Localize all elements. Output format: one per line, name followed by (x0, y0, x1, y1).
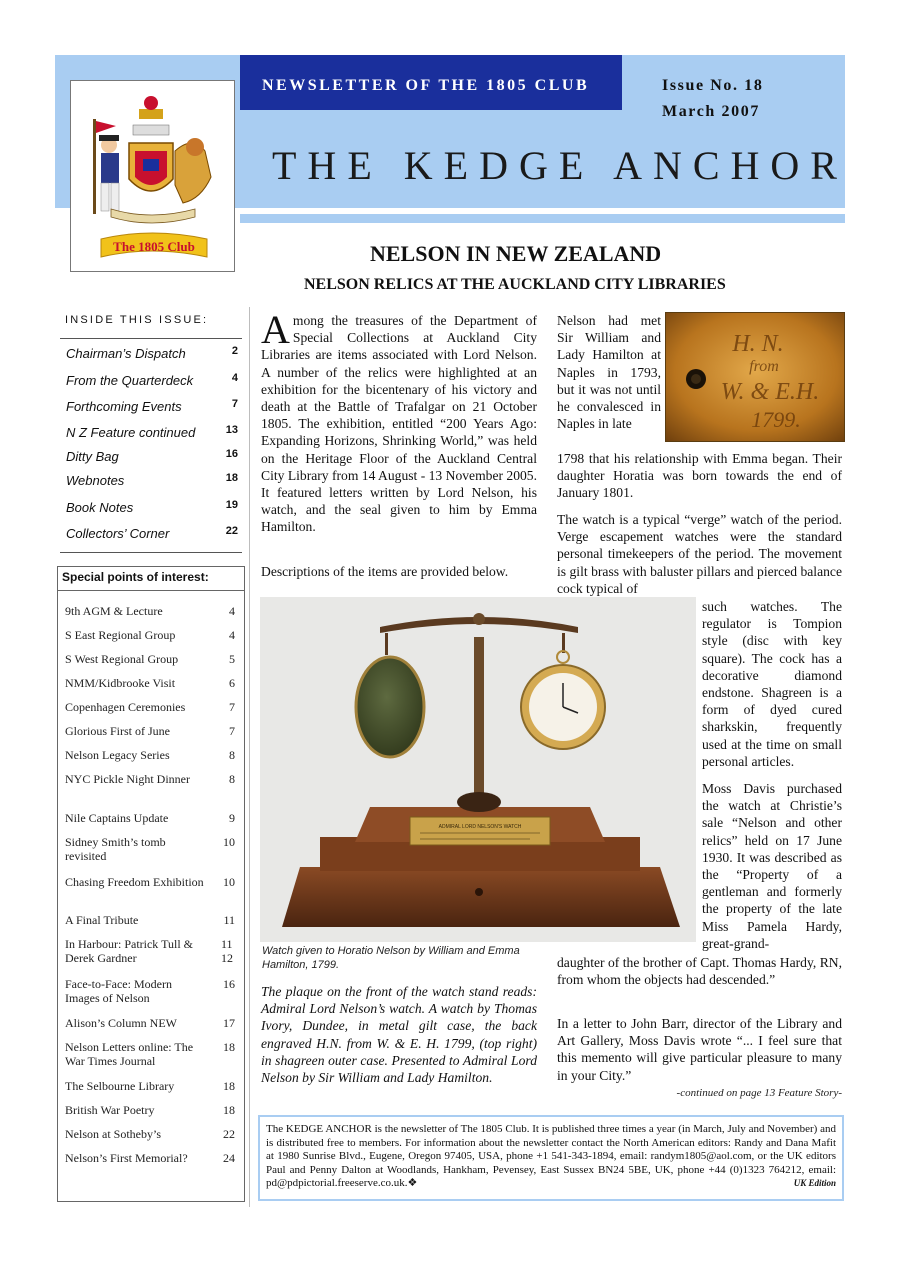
crest-icon (71, 81, 234, 271)
special-item[interactable]: Sidney Smith’s tomb revisited 10 (65, 835, 235, 863)
special-item[interactable]: NYC Pickle Night Dinner 8 (65, 772, 235, 786)
article-subheadline: NELSON RELICS AT THE AUCKLAND CITY LIBRARIES (304, 276, 726, 293)
special-item[interactable]: S West Regional Group 5 (65, 652, 235, 666)
masthead-title: THE KEDGE ANCHOR (272, 143, 848, 188)
watch-stand-photo (260, 597, 696, 942)
svg-text:from: from (749, 358, 779, 375)
edition-label: UK Edition (793, 1178, 836, 1189)
toc-title: INSIDE THIS ISSUE: (65, 314, 209, 326)
article-paragraph: Moss Davis purchased the watch at Christie’s sale “Nelson and other relics” held on 17 June 1930. It was described as the “Property of a gentleman and formerly the property of the late Miss Pamela Hardy, great-grand- (702, 781, 842, 951)
article-paragraph: The plaque on the front of the watch stand reads: Admiral Lord Nelson’s watch. A watch by Thomas Ivory, Dundee, in metal gilt case, the back engraved H.N. from W. & E. H. 1799, (top right) in shagreen outer case. Presented to Admiral Lord Nelson by Sir William and Lady Hamilton. (261, 984, 537, 1086)
toc-item[interactable]: Webnotes 18 (66, 472, 238, 488)
article-headline: NELSON IN NEW ZEALAND (370, 241, 662, 266)
toc-item[interactable]: N Z Feature continued 13 (66, 424, 238, 440)
footer-text: The KEDGE ANCHOR is the newsletter of The 1805 Club. It is published three times a year (in March, July and November) and is distributed free to members. For information about the newsletter contact the North American editors: Randy and Dana Mafit at 1980 Sunrise Blvd., Eugene, Oregon 97405, USA, phone +1 541-343-1894, email: randym1805@aol.com, or the UK editors Paul and Penny Dalton at Woodlands, Hankham, Pevensey, East Sussex BN24 5BE, UK, phone +44 (0)1323 764212, email: pd@pdpictorial.freeserve.co.uk.❖ (266, 1123, 836, 1190)
newsletter-info-box (258, 1115, 844, 1201)
column-divider (249, 307, 250, 1207)
special-item[interactable]: Nelson Legacy Series 8 (65, 748, 235, 762)
special-item[interactable]: The Selbourne Library 18 (65, 1079, 235, 1093)
photo-caption: Watch given to Horatio Nelson by William and Emma Hamilton, 1799. (262, 945, 520, 971)
issue-info (662, 73, 763, 125)
continued-note: -continued on page 13 Feature Story- (676, 1087, 842, 1099)
issue-number: Issue No. 18 (662, 77, 764, 94)
issue-date: March 2007 (662, 103, 760, 120)
special-item[interactable]: Glorious First of June 7 (65, 724, 235, 738)
article-paragraph: The watch is a typical “verge” watch of the period. Verge escapement watches were the standard personal timekeepers of the period. The movement is gilt brass with baluster pillars and pierced balance cock typical of (557, 512, 842, 596)
toc-item[interactable]: Book Notes 19 (66, 499, 238, 515)
drop-cap: A (261, 307, 290, 352)
toc-item[interactable]: Collectors’ Corner 22 (66, 525, 238, 541)
engraved-watch-back-photo (665, 312, 845, 442)
club-crest-logo (70, 80, 235, 272)
article-paragraph: 1798 that his relationship with Emma began. Their daughter Horatia was born towards the end of January 1801. (557, 451, 842, 501)
article-paragraph: Among the treasures of the Department of Special Collections at Auckland City Libraries are items associated with Lord Nelson. A number of the relics were highlighted at an exhibition for the bicentenary of his victory and death at the Battle of Trafalgar on 21 October 1805. The exhibition, entitled “200 Years Ago: Expanding Horizons, Shrinking World,” was held on the Heritage Floor of the Auckland Central City Library from 14 August - 13 November 2005. It featured letters written by Lord Nelson, his watch, and the seal given to him by Emma Hamilton. (261, 307, 537, 535)
special-item[interactable]: NMM/Kidbrooke Visit 6 (65, 676, 235, 690)
special-item[interactable]: Alison’s Column NEW 17 (65, 1016, 235, 1030)
special-item[interactable]: Face-to-Face: Modern Images of Nelson 16 (65, 977, 235, 1005)
article-paragraph: daughter of the brother of Capt. Thomas Hardy, RN, from whom the objects had descended.” (557, 955, 842, 988)
toc-item[interactable]: Chairman’s Dispatch 2 (66, 345, 238, 361)
toc-item[interactable]: Forthcoming Events 7 (66, 398, 238, 414)
header-divider-band (240, 214, 845, 223)
special-item[interactable]: Nelson’s First Memorial? 24 (65, 1151, 235, 1165)
toc-item[interactable]: From the Quarterdeck 4 (66, 372, 238, 388)
special-item[interactable]: S East Regional Group 4 (65, 628, 235, 642)
toc-divider (60, 338, 242, 339)
special-item[interactable]: Nile Captains Update 9 (65, 811, 235, 825)
svg-text:1799.: 1799. (751, 407, 801, 432)
svg-text:ADMIRAL LORD NELSON'S WATCH: ADMIRAL LORD NELSON'S WATCH (438, 824, 522, 830)
svg-text:The 1805 Club: The 1805 Club (113, 239, 195, 254)
article-paragraph: Nelson had met Sir William and Lady Hamilton at Naples in 1793, but it was not until he convalesced in Naples in late (557, 313, 661, 432)
special-item[interactable]: 9th AGM & Lecture 4 (65, 604, 235, 618)
special-item[interactable]: Copenhagen Ceremonies 7 (65, 700, 235, 714)
special-item[interactable]: A Final Tribute 11 (65, 913, 235, 927)
svg-text:W. & E.H.: W. & E.H. (720, 379, 820, 405)
svg-text:H. N.: H. N. (732, 331, 784, 357)
special-item[interactable]: Nelson Letters online: The War Times Journal 18 (65, 1040, 235, 1068)
article-paragraph: such watches. The regulator is Tompion style (disc with key square). The cock has a decorative diamond endstone. Shagreen is a form of dyed cured sharkskin, frequently used at the time on small personal articles. (702, 599, 842, 769)
special-points-title: Special points of interest: (62, 570, 209, 584)
special-item[interactable]: British War Poetry 18 (65, 1103, 235, 1117)
toc-divider (60, 552, 242, 553)
article-paragraph: Descriptions of the items are provided below. (261, 564, 509, 579)
special-item[interactable]: In Harbour: Patrick Tull & Derek Gardner 11 12 (65, 937, 233, 965)
special-item[interactable]: Chasing Freedom Exhibition 10 (65, 875, 235, 889)
special-item[interactable]: Nelson at Sotheby’s 22 (65, 1127, 235, 1141)
newsletter-title: NEWSLETTER OF THE 1805 CLUB (262, 77, 590, 94)
article-paragraph: In a letter to John Barr, director of the Library and Art Gallery, Moss Davis wrote “... I feel sure that this memento will give particular pleasure to many in your City.” (557, 1016, 842, 1083)
toc-item[interactable]: Ditty Bag 16 (66, 448, 238, 464)
special-points-divider (58, 590, 244, 591)
